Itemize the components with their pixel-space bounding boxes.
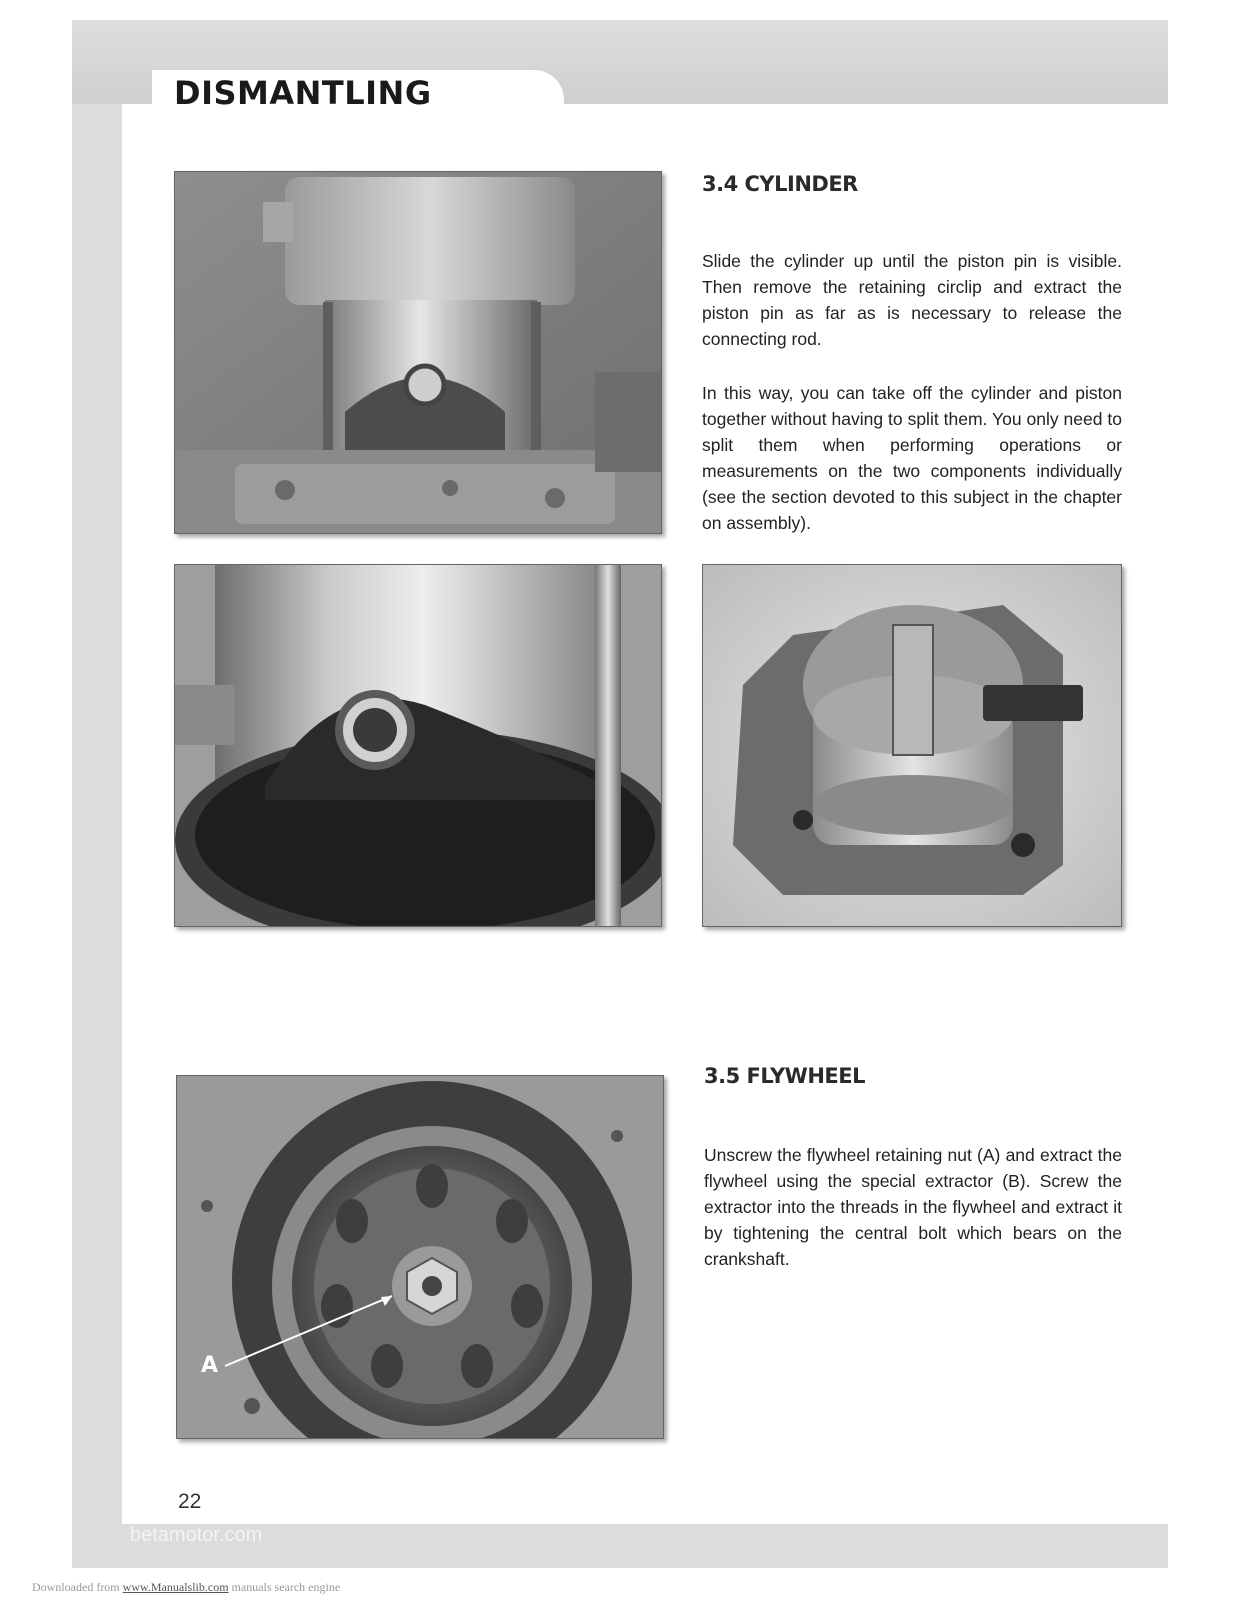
footer-download-note [32, 1580, 340, 1595]
photo-flywheel [176, 1075, 664, 1439]
photo-cylinder-piston-assembly [702, 564, 1122, 927]
photo-cylinder-raised [174, 171, 662, 534]
flywheel-paragraph-1: Unscrew the flywheel retaining nut (A) and extract the flywheel using the special extractor (B). Screw the extractor into the threads in the flywheel and extract it by tightening the central bolt which bears on the crankshaft. [704, 1145, 1122, 1269]
section-title-flywheel: 3.5 FLYWHEEL [704, 1064, 865, 1088]
photo-piston-pin-closeup [174, 564, 662, 927]
section-title-cylinder: 3.4 CYLINDER [702, 172, 858, 196]
page-number: 22 [178, 1490, 202, 1513]
page-title: DISMANTLING [174, 74, 432, 112]
footer-link[interactable]: www.Manualslib.com [122, 1580, 229, 1594]
cylinder-paragraph-1: Slide the cylinder up until the piston pin is visible. Then remove the retaining circlip and extract the piston pin as far as is necessary to release the connecting rod. [702, 251, 1122, 349]
brand-watermark: betamotor.com [130, 1524, 263, 1546]
cylinder-paragraph-2: In this way, you can take off the cylinder and piston together without having to split them. You only need to split them when performing operations or measurements on the two components individually (see the section devoted to this subject in the chapter on assembly). [702, 383, 1122, 533]
footer-suffix: manuals search engine [231, 1580, 341, 1594]
callout-label-a: A [201, 1353, 219, 1378]
footer-prefix: Downloaded from [32, 1580, 120, 1594]
